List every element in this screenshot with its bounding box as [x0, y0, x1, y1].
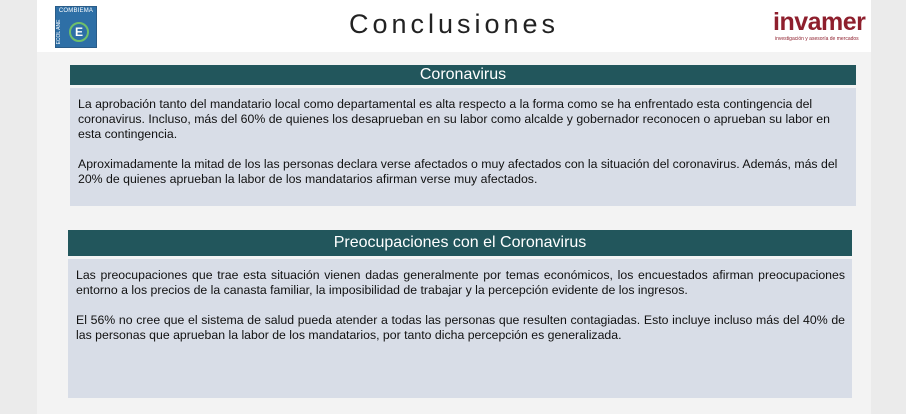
section-preocupaciones-header: Preocupaciones con el Coronavirus — [68, 230, 852, 256]
section-coronavirus-paragraph-2: Aproximadamente la mitad de los las personas declara verse afectados o muy afectados con la situación del coronavirus. Además, más del 20% de quienes aprueban la labor de los mandatarios afirman verse muy afectados. — [78, 157, 838, 186]
logo-left-top-text: COMBIEMA — [58, 8, 94, 14]
slide — [37, 0, 871, 414]
page-title: Conclusiones — [348, 9, 560, 39]
section-preocupaciones-paragraph-1: Las preocupaciones que trae esta situación vienen dadas generalmente por temas económicos, los encuestados afirman preocupaciones entorno a los precios de la canasta familiar, la imposibilidad de trabajar y la percepción evidente de los ingresos. — [76, 268, 845, 297]
cobiema-logo — [55, 6, 97, 48]
invamer-logo-word: invamer — [773, 8, 866, 36]
section-preocupaciones-paragraph-2: El 56% no cree que el sistema de salud pueda atender a todas las personas que resulten contagiadas. Esto incluye incluso más del 40% de las personas que aprueban la labor de los mandatarios, por tanto dicha percepción es generalizada. — [76, 313, 845, 342]
invamer-logo — [773, 8, 873, 48]
slide-header — [37, 0, 871, 52]
section-coronavirus-header: Coronavirus — [70, 65, 856, 85]
invamer-logo-tagline: investigación y asesoría de mercados — [775, 36, 859, 42]
section-preocupaciones-body — [68, 259, 852, 398]
section-coronavirus-paragraph-1: La aprobación tanto del mandatario local como departamental es alta respecto a la forma como se ha enfrentado esta contingencia del coronavirus. Incluso, más del 60% de quienes los desaprueban en su labor como alcalde y gobernador reconocen o aprueban su labor en esta contingencia. — [78, 97, 830, 141]
section-coronavirus-body — [70, 88, 856, 206]
logo-left-side-text: ECOL ANE — [56, 19, 62, 45]
logo-left-letter: E — [69, 22, 89, 42]
